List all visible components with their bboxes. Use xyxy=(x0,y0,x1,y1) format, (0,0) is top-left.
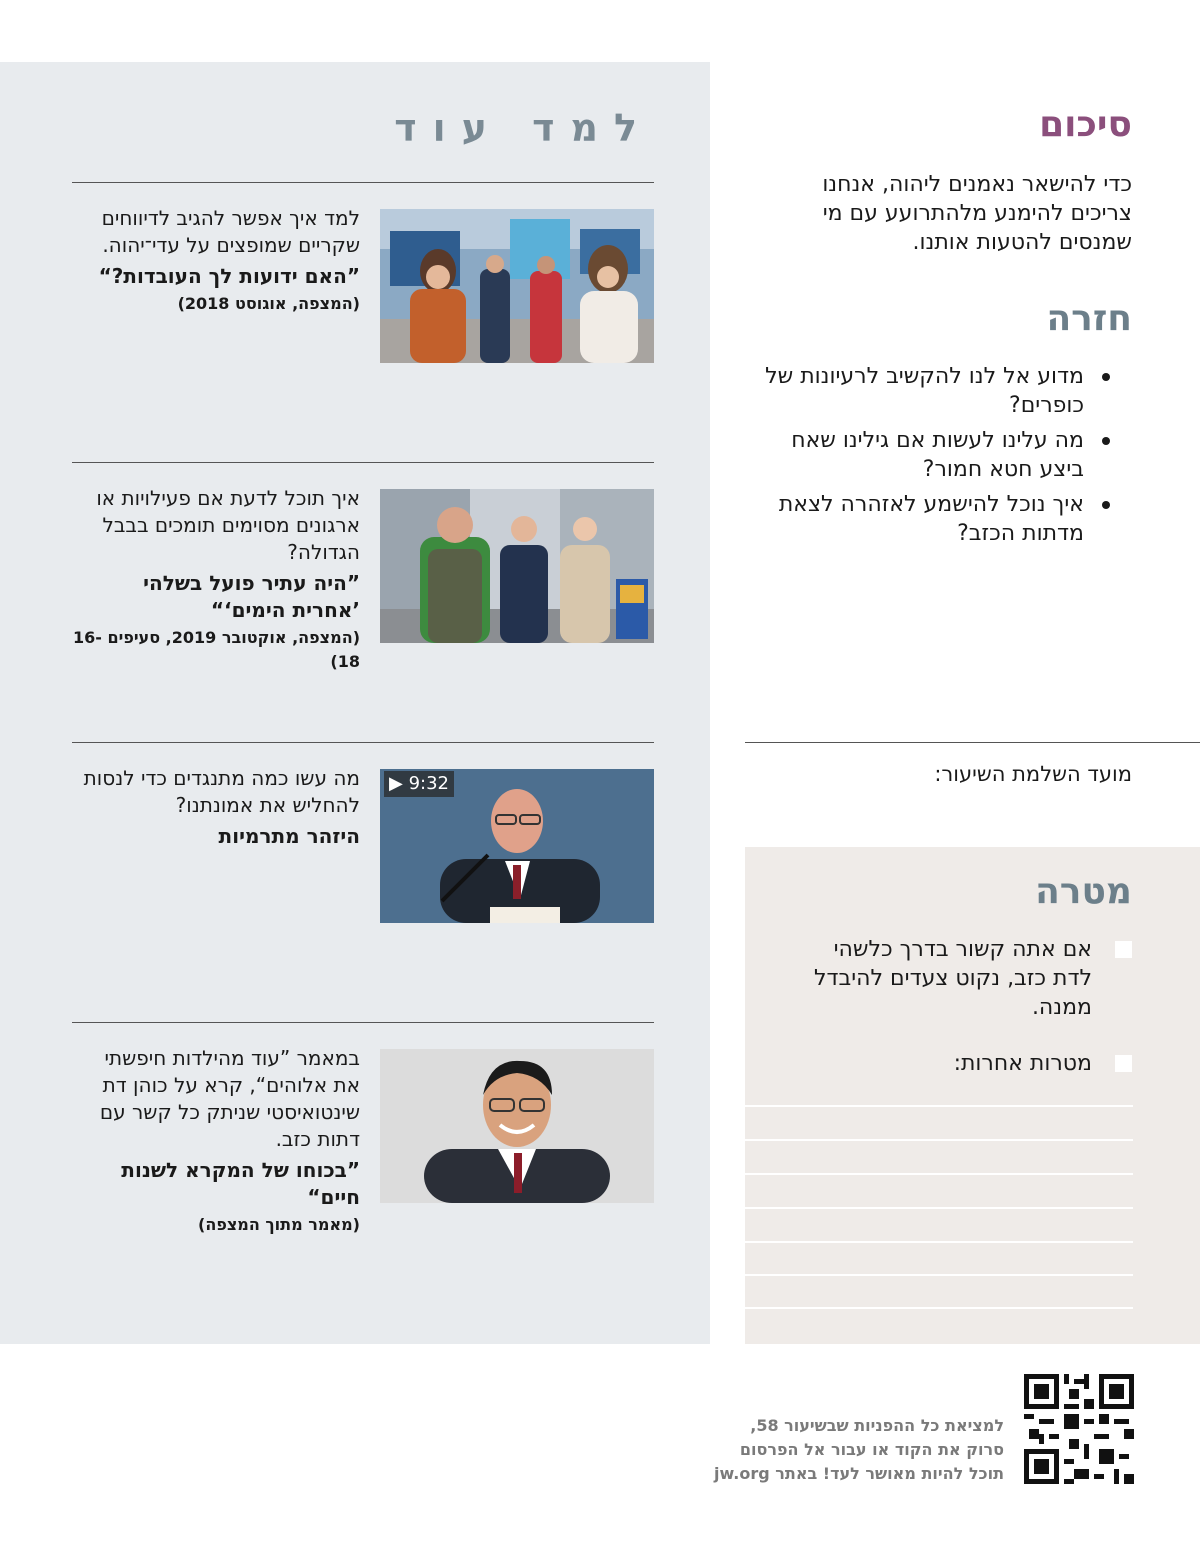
learn-more-source: (מאמר מתוך המצפה) xyxy=(198,1215,360,1234)
street-witnessing-photo-icon[interactable] xyxy=(380,489,654,643)
learn-more-text xyxy=(72,205,360,316)
learn-more-item[interactable] xyxy=(72,462,654,742)
goal-item-text: אם אתה קשור בדרך כלשהי לדת כזב, נקוט צעדים להיבדל ממנה. xyxy=(814,937,1092,1020)
video-duration-badge xyxy=(384,771,454,797)
goal-writing-line[interactable] xyxy=(745,1173,1133,1175)
summary-text: כדי להישאר נאמנים ליהוה, אנחנו צריכים להימנע מלהתרועע עם מי שמנסים להטעות אותנו. xyxy=(822,172,1132,255)
review-question-text: מדוע אל לנו להקשיב לרעיונות של כופרים? xyxy=(765,364,1084,418)
goal-item-text: מטרות אחרות: xyxy=(953,1051,1092,1076)
completion-date-label: מועד השלמת השיעור: xyxy=(934,762,1132,786)
footer-line[interactable]: תוכל להיות מאושר לעד! באתר jw.org xyxy=(714,1464,1004,1483)
learn-more-text xyxy=(72,485,360,674)
review-question xyxy=(760,426,1110,484)
footer-text xyxy=(714,1414,1004,1486)
review-question-text: איך נוכל להישמע לאזהרה לצאת מדתות הכזב? xyxy=(778,492,1084,546)
news-station-photo-icon[interactable] xyxy=(380,209,654,363)
checkbox-icon[interactable] xyxy=(1115,1055,1132,1072)
completion-divider xyxy=(745,742,1200,743)
learn-more-reference[interactable]: ”האם ידועות לך העובדות?“ xyxy=(98,264,360,288)
goal-writing-line[interactable] xyxy=(745,1105,1133,1107)
learn-more-item[interactable] xyxy=(72,742,654,1022)
goal-item[interactable] xyxy=(802,935,1132,1022)
portrait-photo-icon[interactable] xyxy=(380,1049,654,1203)
learn-more-text xyxy=(72,765,360,850)
bullet-icon xyxy=(1102,373,1110,381)
goal-panel xyxy=(745,847,1200,1344)
footer-line: סרוק את הקוד או עבור אל הפרסום xyxy=(739,1440,1004,1459)
speaker-video-thumbnail-icon[interactable] xyxy=(380,769,654,923)
learn-more-reference[interactable]: ”בכוחו של המקרא לשנות חיים“ xyxy=(121,1158,360,1209)
learn-more-source: (המצפה, אוקטובר 2019, סעיפים 16-18) xyxy=(72,628,360,671)
footer-line: למציאת כל ההפניות שבשיעור 58, xyxy=(750,1416,1004,1435)
learn-more-panel xyxy=(0,62,710,1344)
bullet-icon xyxy=(1102,501,1110,509)
review-questions xyxy=(760,362,1110,554)
goal-writing-line[interactable] xyxy=(745,1207,1133,1209)
summary-title: סיכום xyxy=(1039,104,1132,145)
learn-more-reference[interactable]: ”היה עתיר פועל בשלהי ’אחרית הימים‘“ xyxy=(143,571,360,622)
review-question xyxy=(760,362,1110,420)
learn-more-item[interactable] xyxy=(72,182,654,462)
goal-writing-line[interactable] xyxy=(745,1307,1133,1309)
review-question xyxy=(760,490,1110,548)
learn-more-item[interactable] xyxy=(72,1022,654,1302)
goal-writing-line[interactable] xyxy=(745,1139,1133,1141)
checkbox-icon[interactable] xyxy=(1115,941,1132,958)
bullet-icon xyxy=(1102,437,1110,445)
qr-code-icon[interactable] xyxy=(1024,1374,1134,1484)
learn-more-source: (המצפה, אוגוסט 2018) xyxy=(177,294,360,313)
video-duration: 9:32 xyxy=(408,773,449,794)
review-question-text: מה עלינו לעשות אם גילינו שאח ביצע חטא חמור? xyxy=(791,428,1084,482)
learn-more-description: מה עשו כמה מתנגדים כדי לנסות להחליש את אמונתנו? xyxy=(83,766,360,817)
learn-more-title: למד עוד xyxy=(394,106,653,150)
goal-writing-line[interactable] xyxy=(745,1241,1133,1243)
goal-title: מטרה xyxy=(1035,871,1132,912)
learn-more-reference[interactable]: היזהר מתרמיות xyxy=(218,824,360,848)
goal-writing-line[interactable] xyxy=(745,1274,1133,1276)
review-title: חזרה xyxy=(1046,298,1132,339)
learn-more-text xyxy=(72,1045,360,1237)
learn-more-description: במאמר ”עוד מהילדות חיפשתי את אלוהים“, קרא על כוהן דת שינטואיסטי שניתק כל קשר עם דתות כזב. xyxy=(99,1046,360,1151)
play-icon: ▶ xyxy=(389,773,403,794)
learn-more-description: איך תוכל לדעת אם פעילויות או ארגונים מסוימים תומכים בבבל הגדולה? xyxy=(96,486,360,564)
goal-item[interactable] xyxy=(802,1049,1132,1078)
learn-more-description: למד איך אפשר להגיב לדיווחים שקריים שמופצים על עדי־יהוה. xyxy=(101,206,360,257)
